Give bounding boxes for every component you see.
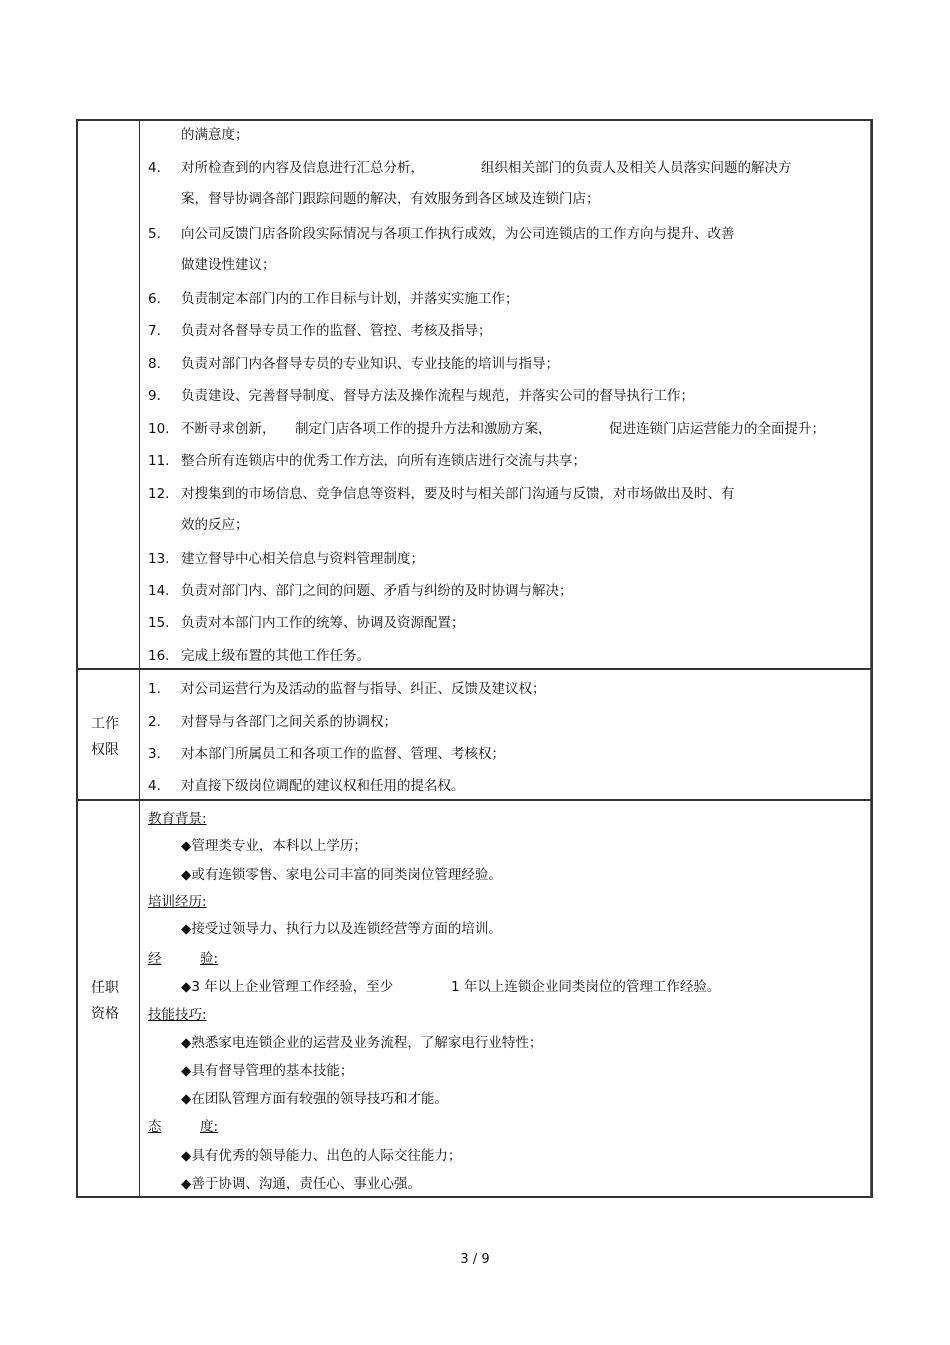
page-number: 3 / 9 [460,1252,490,1267]
row-divider-authority [77,668,872,670]
duty-text: 整合所有连锁店中的优秀工作方法，向所有连锁店进行交流与共享； [181,453,586,469]
duty-text: 效的反应； [181,517,249,533]
duty-number: 5. [148,226,161,242]
duty-number: 11. [148,453,170,469]
duty-text: 建立督导中心相关信息与资料管理制度； [181,551,424,567]
education-heading: 教育背景: [148,811,207,827]
authority-number: 3. [148,746,161,762]
education-item: ◆管理类专业，本科以上学历； [181,838,367,854]
duty-text: 不断寻求创新， [181,421,276,437]
attitude-heading [148,1118,218,1136]
duty-number: 14. [148,583,170,599]
experience-heading [148,950,218,968]
authority-text: 对本部门所属员工和各项工作的监督、管理、考核权； [181,746,505,762]
education-item: ◆或有连锁零售、家电公司丰富的同类岗位管理经验。 [181,867,502,883]
duty-number: 6. [148,291,161,307]
duty-number: 16. [148,648,170,664]
duty-number: 8. [148,356,161,372]
qualifications-label-2: 资格 [91,1006,119,1022]
authority-label-2: 权限 [91,742,119,758]
duty-text: 对所检查到的内容及信息进行汇总分析， [181,160,424,176]
authority-number: 4. [148,778,161,794]
column-divider [139,121,140,1197]
duty-number: 10. [148,421,170,437]
duty-text: 做建设性建议； [181,257,276,273]
duty-text: 负责对各督导专员工作的监督、管控、考核及指导； [181,323,492,339]
duty-text: 向公司反馈门店各阶段实际情况与各项工作执行成效，为公司连锁店的工作方向与提升、改善 [181,226,735,242]
duty-text: 完成上级布置的其他工作任务。 [181,648,370,664]
skills-item: ◆熟悉家电连锁企业的运营及业务流程，了解家电行业特性； [181,1035,543,1051]
attitude-heading-a: 态 [148,1119,162,1135]
attitude-item: ◆善于协调、沟通，责任心、事业心强。 [181,1176,421,1192]
duty-number: 13. [148,551,170,567]
attitude-item: ◆具有优秀的领导能力、出色的人际交往能力； [181,1148,462,1164]
duty-text: 负责建设、完善督导制度、督导方法及操作流程与规范，并落实公司的督导执行工作； [181,388,694,404]
authority-label-1: 工作 [91,716,119,732]
training-item: ◆接受过领导力、执行力以及连锁经营等方面的培训。 [181,921,502,937]
skills-item: ◆在团队管理方面有较强的领导技巧和才能。 [181,1091,448,1107]
duty-number: 4. [148,160,161,176]
authority-text: 对督导与各部门之间关系的协调权； [181,714,397,730]
duty-text: 制定门店各项工作的提升方法和激励方案， [295,421,552,437]
duty-text: 对搜集到的市场信息、竞争信息等资料，要及时与相关部门沟通与反馈，对市场做出及时、有 [181,486,735,502]
training-heading: 培训经历: [148,894,207,910]
skills-heading: 技能技巧: [148,1007,207,1023]
duty-text: 负责对部门内、部门之间的问题、矛盾与纠纷的及时协调与解决； [181,583,573,599]
duty-text: 负责对部门内各督导专员的专业知识、专业技能的培训与指导； [181,356,559,372]
duty-text: 负责对本部门内工作的统筹、协调及资源配置； [181,615,465,631]
duty-number: 15. [148,615,170,631]
qualifications-label-1: 任职 [91,980,119,996]
duty-text: 负责制定本部门内的工作目标与计划，并落实实施工作； [181,291,519,307]
authority-text: 对公司运营行为及活动的监督与指导、纠正、反馈及建议权； [181,681,546,697]
attitude-heading-b: 度: [200,1119,219,1135]
authority-number: 1. [148,681,161,697]
duty-text: 促进连锁门店运营能力的全面提升； [609,421,825,437]
duty-number: 7. [148,323,161,339]
duty-continuation: 的满意度； [181,127,249,143]
duty-number: 9. [148,388,161,404]
experience-heading-a: 经 [148,951,162,967]
skills-item: ◆具有督导管理的基本技能； [181,1063,354,1079]
duty-number: 12. [148,486,170,502]
authority-number: 2. [148,714,161,730]
experience-item-a: ◆3 年以上企业管理工作经验，至少 [181,979,394,995]
experience-item-b: 1 年以上连锁企业同类岗位的管理工作经验。 [451,979,721,995]
authority-text: 对直接下级岗位调配的建议权和任用的提名权。 [181,778,465,794]
duty-text: 案，督导协调各部门跟踪问题的解决，有效服务到各区域及连锁门店； [181,191,600,207]
right-border-inner [870,121,871,1197]
duty-text: 组织相关部门的负责人及相关人员落实问题的解决方 [481,160,792,176]
experience-heading-b: 验: [200,951,219,967]
row-divider-qualifications [77,799,872,801]
